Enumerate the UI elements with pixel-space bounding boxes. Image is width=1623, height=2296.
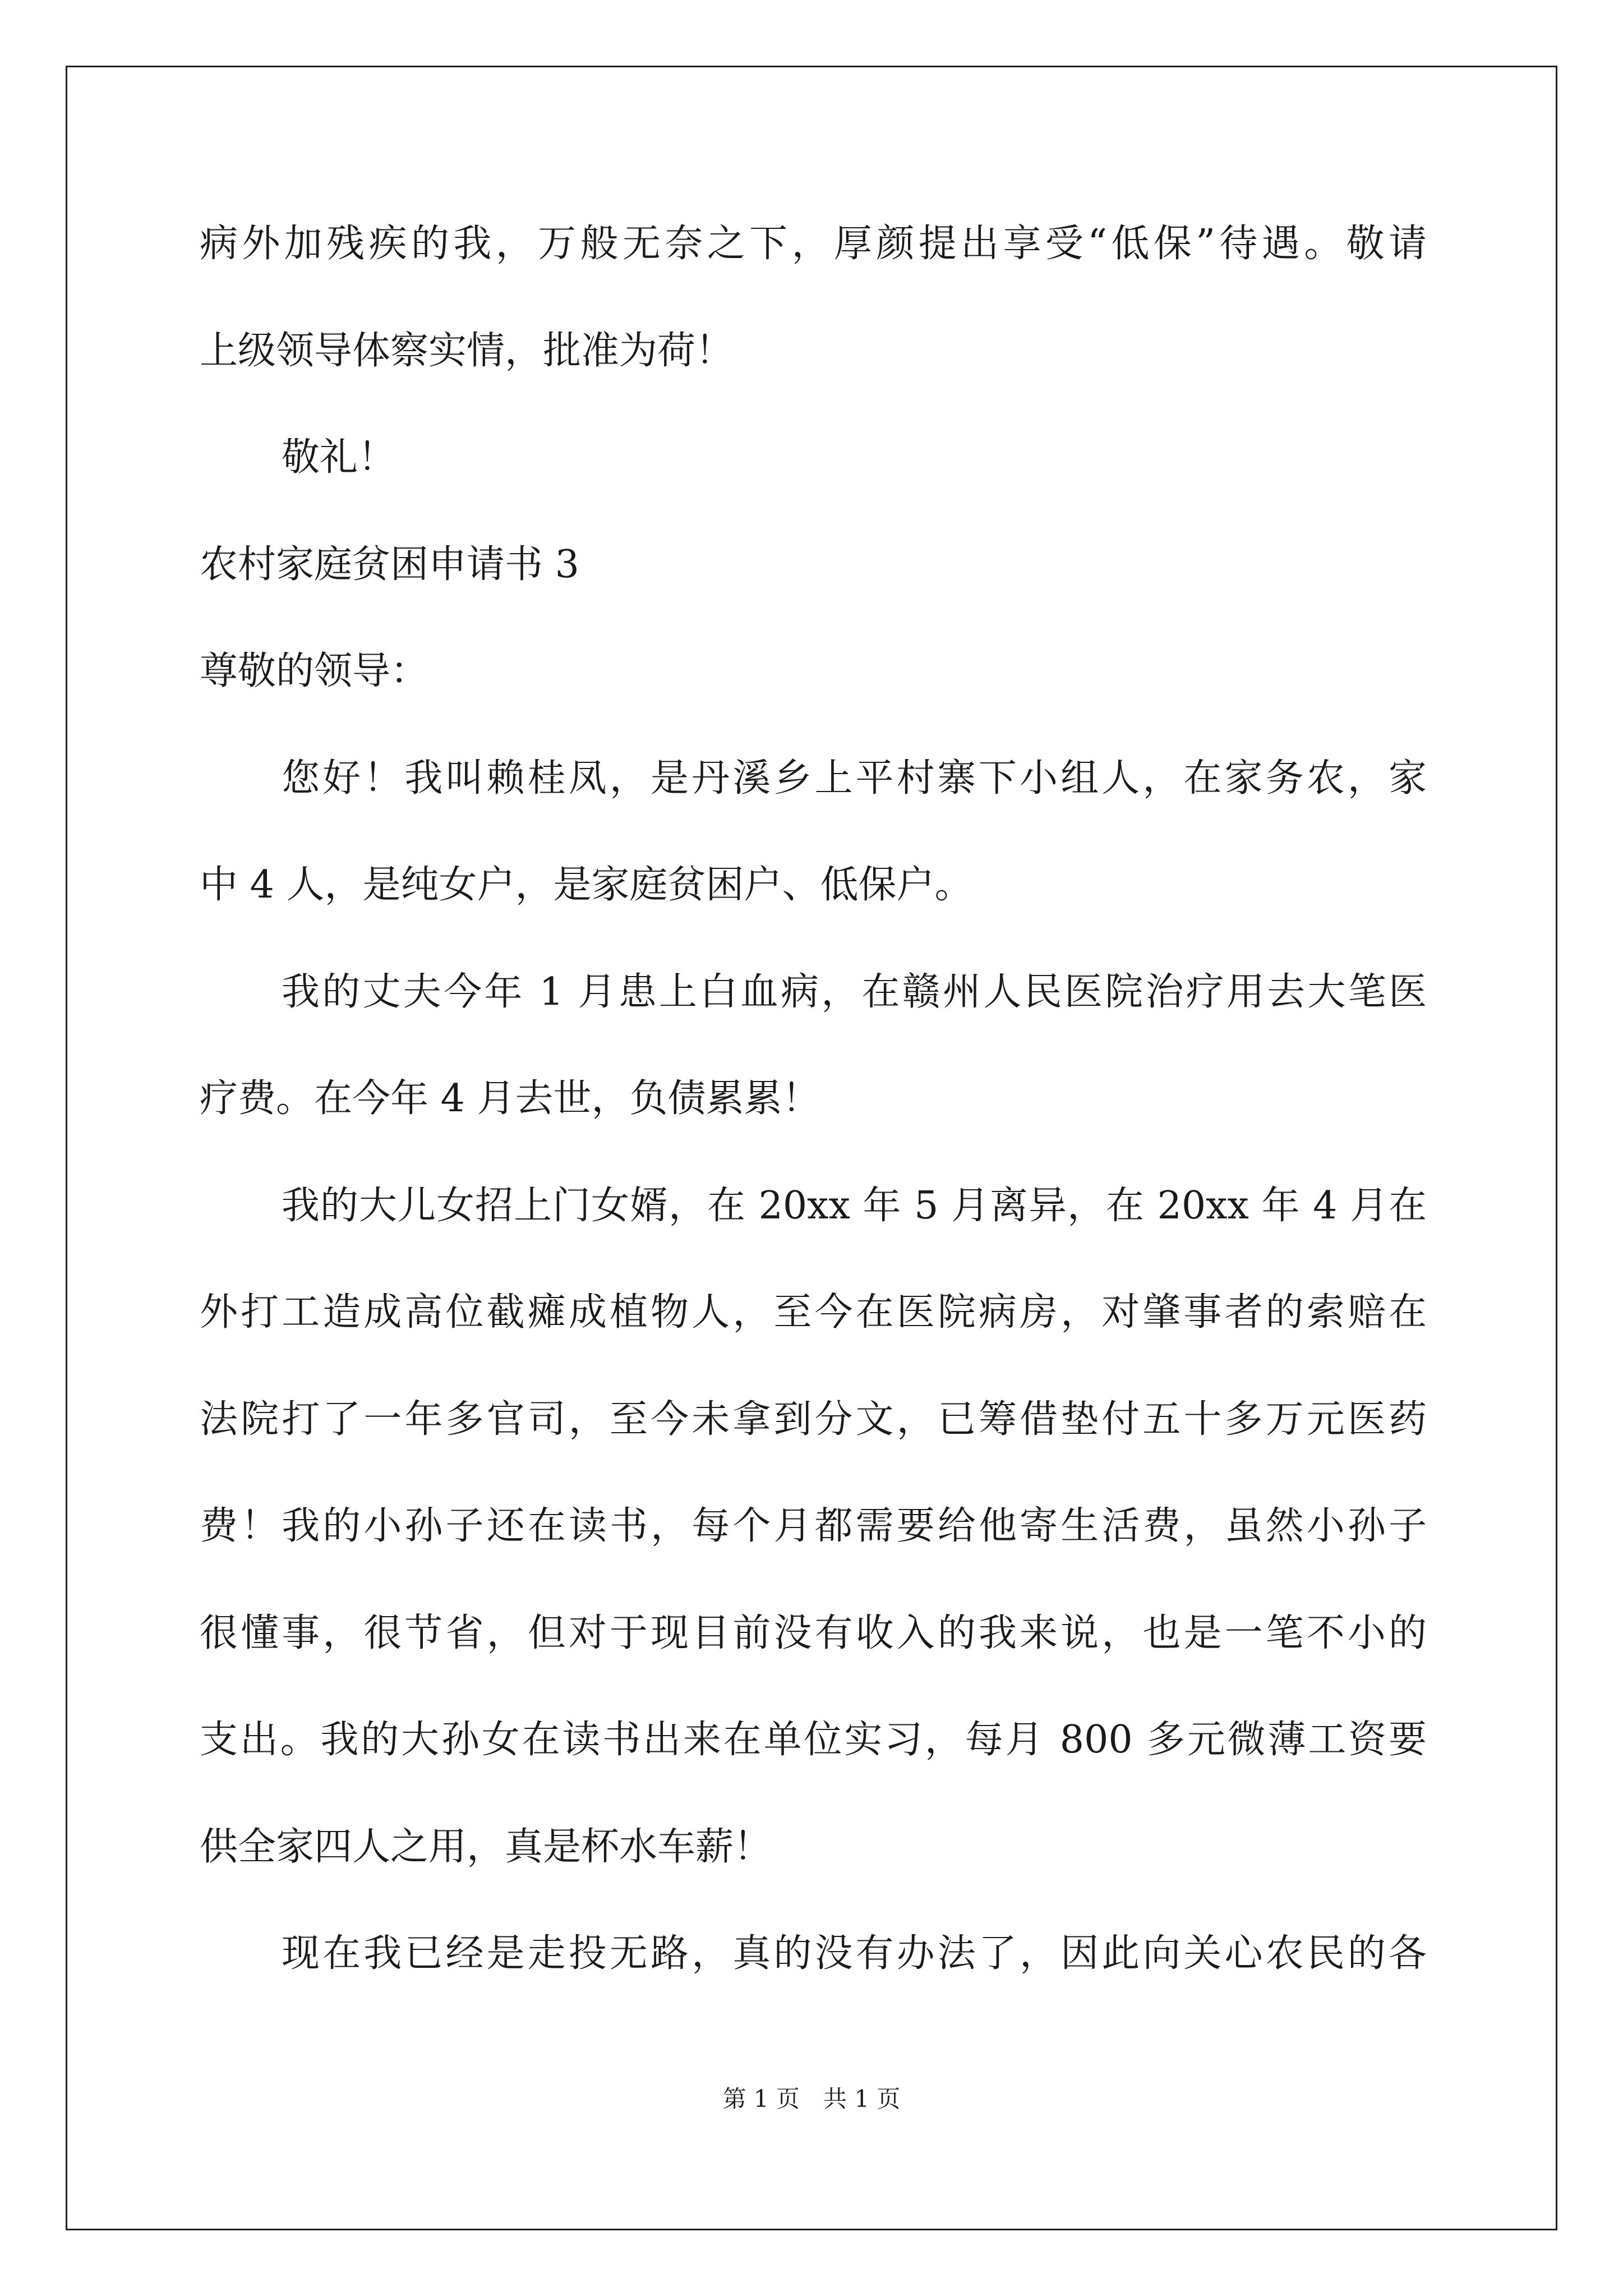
paragraph-line: 法院打了一年多官司，至今未拿到分文，已筹借垫付五十多万元医药: [200, 1397, 1427, 1442]
page-border: [66, 66, 1557, 2230]
paragraph-line: 现在我已经是走投无路，真的没有办法了，因此向关心农民的各: [282, 1931, 1427, 1976]
paragraph-line: 我的丈夫今年 1 月患上白血病，在赣州人民医院治疗用去大笔医: [282, 970, 1427, 1014]
paragraph-line: 支出。我的大孙女在读书出来在单位实习，每月 800 多元微薄工资要: [200, 1718, 1427, 1762]
paragraph-line: 供全家四人之用，真是杯水车薪！: [200, 1825, 772, 1869]
paragraph-line: 中 4 人，是纯女户，是家庭贫困户、低保户。: [200, 863, 973, 907]
greeting: 尊敬的领导：: [200, 649, 429, 693]
paragraph-line: 病外加残疾的我，万般无奈之下，厚颜提出享受“低保”待遇。敬请: [200, 222, 1427, 266]
section-title: 农村家庭贫困申请书 3: [200, 542, 579, 587]
paragraph-line: 很懂事，很节省，但对于现目前没有收入的我来说，也是一笔不小的: [200, 1611, 1427, 1655]
paragraph-line: 您好！我叫赖桂凤，是丹溪乡上平村寨下小组人，在家务农，家: [282, 756, 1427, 800]
paragraph-line: 费！我的小孙子还在读书，每个月都需要给他寄生活费，虽然小孙子: [200, 1504, 1427, 1548]
paragraph-line: 疗费。在今年 4 月去世，负债累累！: [200, 1076, 820, 1121]
paragraph-line: 我的大儿女招上门女婿，在 20xx 年 5 月离异，在 20xx 年 4 月在: [282, 1184, 1427, 1228]
salutation-closing: 敬礼！: [282, 435, 396, 480]
page-number-footer: 第 1 页 共 1 页: [722, 2085, 901, 2113]
paragraph-line: 上级领导体察实情，批准为荷！: [200, 329, 734, 373]
paragraph-line: 外打工造成高位截瘫成植物人，至今在医院病房，对肇事者的索赔在: [200, 1290, 1427, 1335]
